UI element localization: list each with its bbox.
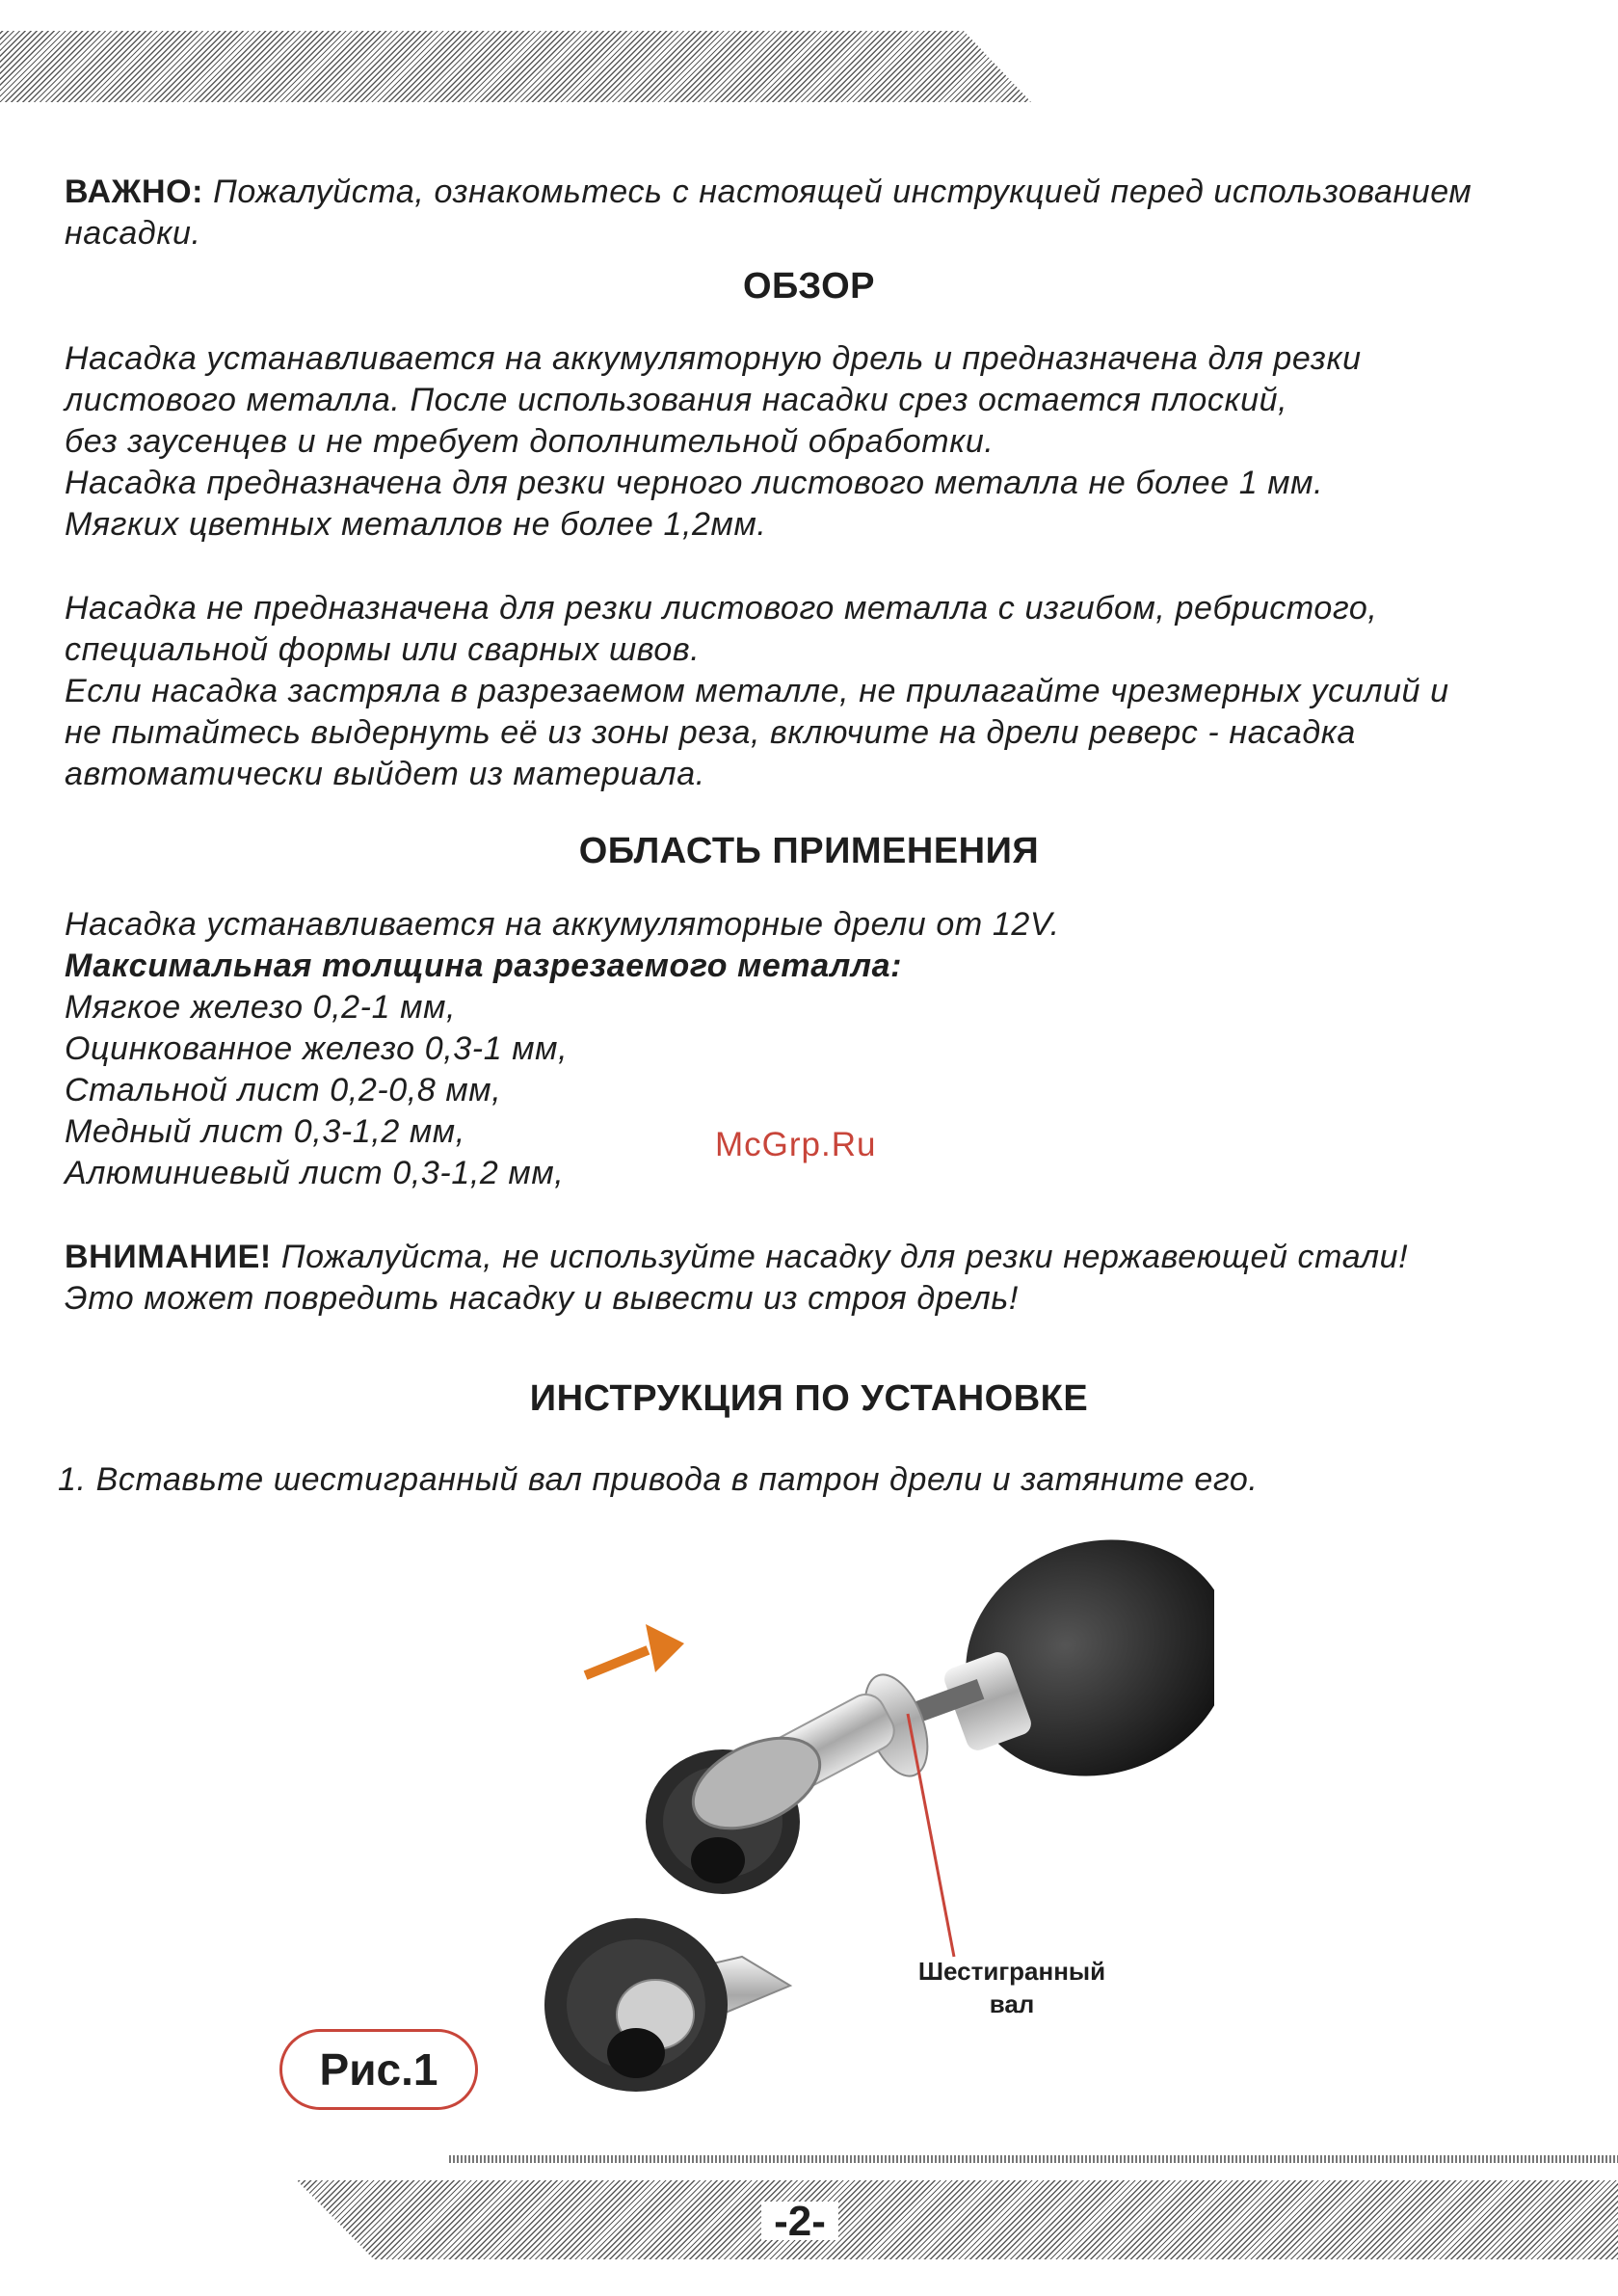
text-line: Насадка устанавливается на аккумуляторную дрель и предназначена для резки <box>65 340 1362 377</box>
important-text-line: насадки. <box>65 215 201 252</box>
watermark: McGrp.Ru <box>715 1126 877 1163</box>
important-note <box>65 172 1472 254</box>
dotted-divider <box>449 2155 1618 2163</box>
important-label: ВАЖНО: <box>65 174 204 210</box>
application-list <box>65 904 1060 1194</box>
callout-text: Шестигранный <box>917 1957 1106 1986</box>
list-item: Мягкое железо 0,2-1 мм, <box>65 989 457 1026</box>
warning-text: Это может повредить насадку и вывести из строя дрель! <box>65 1280 1019 1317</box>
text-line: без заусенцев и не требует дополнительной обработки. <box>65 423 995 460</box>
top-decorative-band <box>0 31 1031 102</box>
text-line: Мягких цветных металлов не более 1,2мм. <box>65 506 767 543</box>
installation-heading: ИНСТРУКЦИЯ ПО УСТАНОВКЕ <box>529 1378 1089 1419</box>
overview-paragraph-2 <box>65 588 1449 795</box>
upper-wheel-nut <box>691 1837 745 1883</box>
list-item: Стальной лист 0,2-0,8 мм, <box>65 1072 502 1108</box>
warning-text: Пожалуйста, не используйте насадку для резки нержавеющей стали! <box>280 1239 1409 1275</box>
text-line: Насадка не предназначена для резки листового металла с изгибом, ребристого, <box>65 590 1378 627</box>
text-line: Если насадка застряла в разрезаемом металле, не прилагайте чрезмерных усилий и <box>65 673 1449 709</box>
list-item: Алюминиевый лист 0,3-1,2 мм, <box>65 1155 565 1191</box>
page-number: -2- <box>774 2198 826 2245</box>
text-line: Насадка предназначена для резки черного листового металла не более 1 мм. <box>65 465 1324 501</box>
bottom-decorative-band <box>297 2180 1618 2259</box>
max-thickness-label: Максимальная толщина разрезаемого металла: <box>65 948 903 984</box>
text-line: листового металла. После использования насадки срез остается плоский, <box>65 382 1288 418</box>
overview-paragraph-1 <box>65 338 1362 546</box>
warning-label: ВНИМАНИЕ! <box>65 1239 272 1275</box>
important-text-line: Пожалуйста, ознакомьтесь с настоящей инструкцией перед использованием <box>213 174 1472 210</box>
text-line: не пытайтесь выдернуть её из зоны реза, включите на дрели реверс - насадка <box>65 714 1356 751</box>
drill-attachment-photo <box>501 1533 1214 2121</box>
text-line: автоматически выйдет из материала. <box>65 756 705 792</box>
application-intro: Насадка устанавливается на аккумуляторные дрели от 12V. <box>65 906 1060 943</box>
application-heading: ОБЛАСТЬ ПРИМЕНЕНИЯ <box>578 831 1040 871</box>
figure-label: Рис.1 <box>279 2029 478 2110</box>
text-line: специальной формы или сварных швов. <box>65 631 701 668</box>
lower-wheel-nut <box>607 2028 665 2078</box>
hex-shaft-callout <box>887 1955 1137 2020</box>
list-item: Оцинкованное железо 0,3-1 мм, <box>65 1030 569 1067</box>
callout-text: вал <box>989 1989 1035 2018</box>
insert-arrow <box>584 1624 684 1680</box>
callout-line <box>908 1714 954 1957</box>
installation-step-1: 1. Вставьте шестигранный вал привода в патрон дрели и затяните его. <box>58 1461 1259 1498</box>
overview-heading: ОБЗОР <box>742 266 876 307</box>
list-item: Медный лист 0,3-1,2 мм, <box>65 1113 465 1150</box>
warning-note <box>65 1237 1408 1320</box>
